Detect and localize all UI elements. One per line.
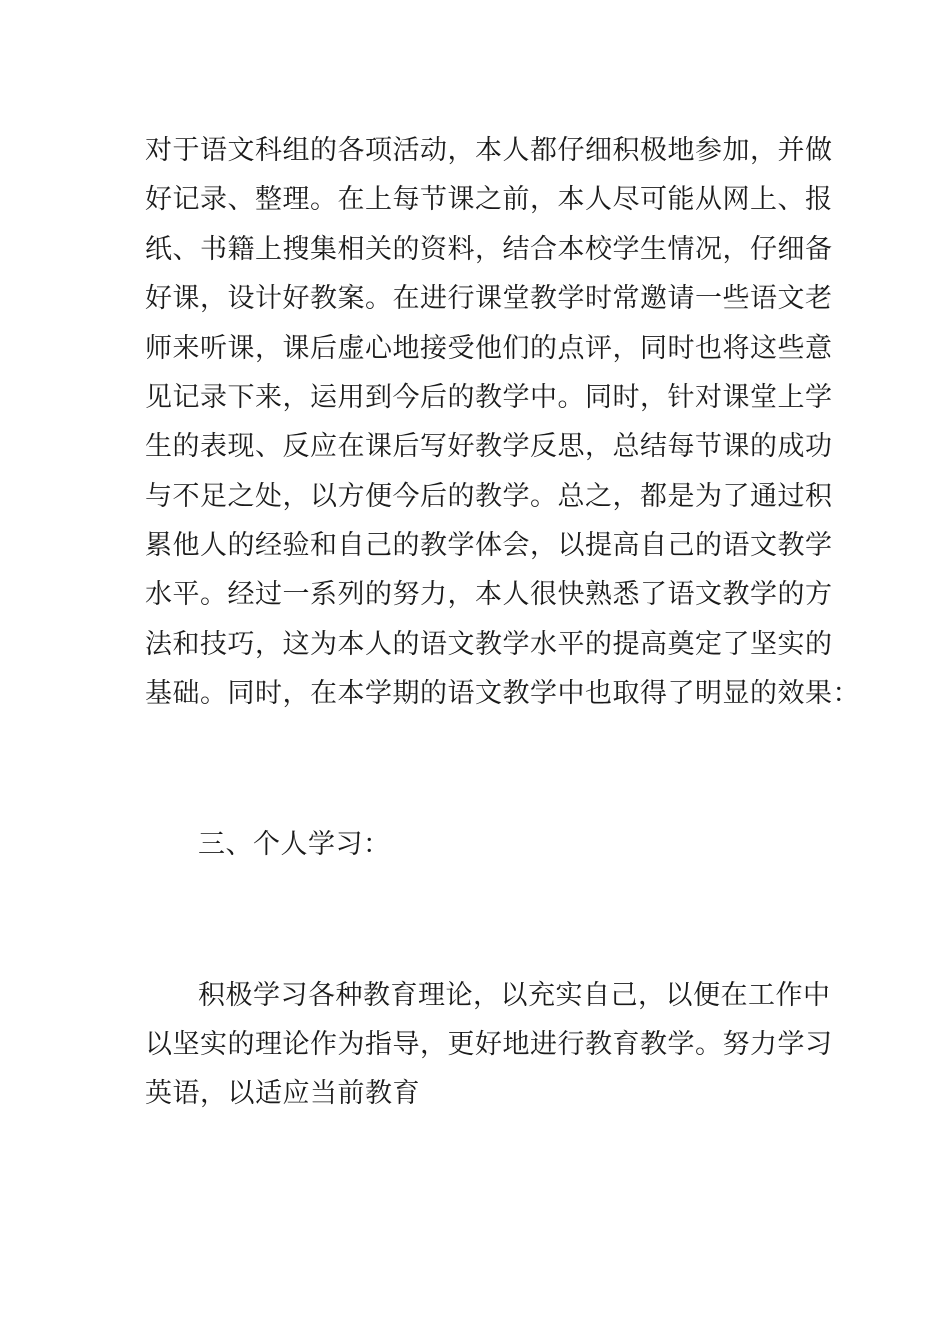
paragraph-line: 师来听课，课后虚心地接受他们的点评，同时也将这些意 — [145, 333, 833, 364]
paragraph-line: 纸、书籍上搜集相关的资料，结合本校学生情况，仔细备 — [145, 234, 833, 265]
paragraph-line: 对于语文科组的各项活动，本人都仔细积极地参加，并做 — [145, 135, 833, 166]
paragraph-line: 英语，以适应当前教育 — [145, 1078, 420, 1109]
paragraph-line: 好课，设计好教案。在进行课堂教学时常邀请一些语文老 — [145, 283, 833, 314]
paragraph-line: 见记录下来，运用到今后的教学中。同时，针对课堂上学 — [145, 382, 833, 413]
paragraph-line: 好记录、整理。在上每节课之前，本人尽可能从网上、报 — [145, 184, 833, 215]
paragraph-line: 以坚实的理论作为指导，更好地进行教育教学。努力学习 — [145, 1029, 833, 1060]
paragraph-line: 基础。同时，在本学期的语文教学中也取得了明显的效果： — [145, 678, 860, 709]
paragraph-line: 与不足之处，以方便今后的教学。总之，都是为了通过积 — [145, 481, 833, 512]
paragraph-line: 生的表现、反应在课后写好教学反思，总结每节课的成功 — [145, 431, 833, 462]
paragraph-line: 积极学习各种教育理论，以充实自己，以便在工作中 — [198, 980, 831, 1011]
paragraph-line: 累他人的经验和自己的教学体会，以提高自己的语文教学 — [145, 530, 833, 561]
paragraph-line: 法和技巧，这为本人的语文教学水平的提高奠定了坚实的 — [145, 629, 833, 660]
paragraph-line: 水平。经过一系列的努力，本人很快熟悉了语文教学的方 — [145, 579, 833, 610]
section-heading: 三、个人学习： — [198, 829, 391, 860]
